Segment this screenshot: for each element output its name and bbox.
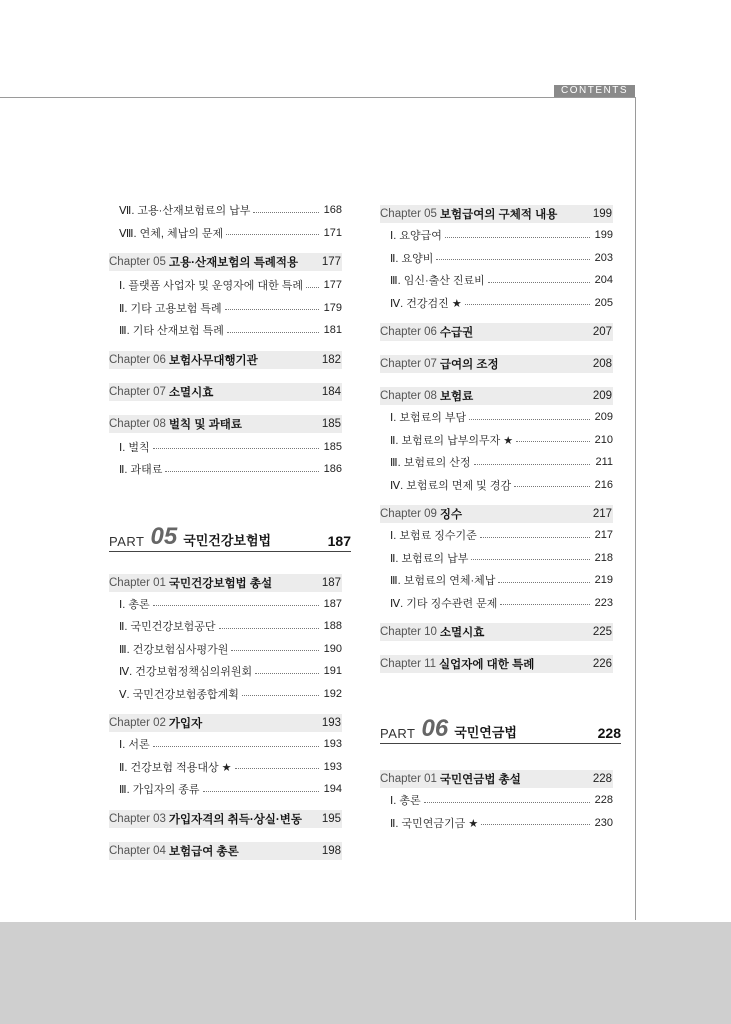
toc-item-label: Ⅱ. 기타 고용보험 특례 <box>119 302 222 315</box>
toc-item-page: 194 <box>323 783 342 796</box>
toc-item-page: 216 <box>594 478 613 491</box>
toc-item-label: Ⅲ. 기타 산재보험 특례 <box>119 325 224 338</box>
toc-item-label: Ⅶ. 고용·산재보험료의 납부 <box>119 205 251 218</box>
toc-item-page: 193 <box>323 738 342 751</box>
toc-item-page: 186 <box>323 463 342 476</box>
chapter-number: Chapter 07 <box>380 358 437 370</box>
toc-item-label: Ⅱ. 국민건강보험공단 <box>119 621 216 634</box>
toc-item-label: Ⅳ. 기타 징수관련 문제 <box>390 597 498 610</box>
chapter-page: 228 <box>592 773 612 785</box>
leader-dots <box>165 471 319 472</box>
chapter-title: 보험급여 총론 <box>168 845 239 858</box>
part-label: PART <box>109 533 145 549</box>
chapter-heading[interactable] <box>380 387 613 405</box>
chapter-heading[interactable] <box>380 770 613 788</box>
chapter-title: 보험사무대행기관 <box>168 354 258 367</box>
chapter-page: 182 <box>321 353 341 366</box>
part-title: 국민연금법 <box>454 725 517 740</box>
toc-item[interactable] <box>109 778 342 801</box>
toc-item[interactable] <box>109 319 342 342</box>
chapter-page: 208 <box>592 358 612 370</box>
chapter-heading[interactable] <box>109 842 342 860</box>
chapter-page: 184 <box>321 385 341 398</box>
chapter-page: 225 <box>592 626 612 638</box>
toc-item-label: Ⅰ. 벌칙 <box>119 441 150 454</box>
toc-item[interactable] <box>109 638 342 661</box>
leader-dots <box>424 802 590 803</box>
chapter-number: Chapter 05 <box>109 256 166 268</box>
leader-dots <box>465 304 590 305</box>
toc-item-page: 204 <box>594 274 613 287</box>
toc-item[interactable] <box>109 733 342 756</box>
chapter-title: 보험급여의 구체적 내용 <box>439 209 558 221</box>
chapter-title: 가입자격의 취득·상실·변동 <box>168 813 302 826</box>
leader-dots <box>445 237 590 238</box>
toc-item[interactable] <box>380 406 613 429</box>
toc-item-page: 179 <box>323 301 342 314</box>
toc-item-label: Ⅱ. 보험료의 납부의무자 ★ <box>390 434 514 447</box>
part-number: 05 <box>150 522 178 550</box>
chapter-number: Chapter 01 <box>109 576 166 589</box>
chapter-title: 수급권 <box>439 327 474 339</box>
toc-item-label: Ⅲ. 건강보험심사평가원 <box>119 643 229 656</box>
toc-item-page: 210 <box>594 433 613 446</box>
chapter-heading[interactable] <box>109 574 342 592</box>
leader-dots <box>488 282 590 283</box>
chapter-number: Chapter 10 <box>380 626 437 638</box>
toc-item-page: 168 <box>323 204 342 217</box>
toc-item-page: 218 <box>594 551 613 564</box>
part-heading[interactable] <box>109 522 351 552</box>
toc-item-page: 192 <box>323 687 342 700</box>
leader-dots <box>227 332 319 333</box>
footer-band <box>0 922 731 1024</box>
chapter-number: Chapter 02 <box>109 717 166 729</box>
toc-item[interactable] <box>109 274 342 297</box>
toc-item-label: Ⅰ. 플랫폼 사업자 및 운영자에 대한 특례 <box>119 280 304 293</box>
toc-item-page: 203 <box>594 251 613 264</box>
chapter-page: 217 <box>592 508 612 520</box>
leader-dots <box>253 212 319 213</box>
toc-item[interactable] <box>380 292 613 315</box>
toc-item-label: Ⅲ. 보험료의 산정 <box>390 457 471 470</box>
toc-item-page: 171 <box>323 226 342 239</box>
leader-dots <box>225 309 319 310</box>
leader-dots <box>153 448 319 449</box>
toc-item-page: 228 <box>594 794 613 807</box>
toc-item[interactable] <box>380 592 613 615</box>
chapter-heading[interactable] <box>109 415 342 433</box>
chapter-title: 가입자 <box>168 718 203 730</box>
toc-item-label: Ⅴ. 국민건강보험종합계획 <box>119 688 239 701</box>
toc-item-label: Ⅰ. 총론 <box>390 795 421 808</box>
chapter-page: 187 <box>321 576 341 589</box>
chapter-heading[interactable] <box>380 355 613 373</box>
leader-dots <box>219 628 319 629</box>
side-rule <box>635 97 636 920</box>
leader-dots <box>471 559 590 560</box>
chapter-number: Chapter 06 <box>109 353 166 366</box>
toc-item[interactable] <box>109 615 342 638</box>
chapter-heading[interactable] <box>380 323 613 341</box>
toc-item-page: 230 <box>594 816 613 829</box>
toc-item[interactable] <box>109 660 342 683</box>
toc-item[interactable] <box>380 524 613 547</box>
toc-item[interactable] <box>380 789 613 812</box>
leader-dots <box>255 673 319 674</box>
toc-item-label: Ⅰ. 요양급여 <box>390 230 442 243</box>
toc-item-page: 205 <box>594 296 613 309</box>
toc-item[interactable] <box>380 474 613 497</box>
chapter-page: 193 <box>321 717 341 729</box>
leader-dots <box>498 582 590 583</box>
toc-item[interactable] <box>109 458 342 481</box>
chapter-title: 소멸시효 <box>168 386 214 399</box>
chapter-title: 국민연금법 총설 <box>439 774 521 786</box>
toc-item-label: Ⅱ. 과태료 <box>119 464 163 477</box>
chapter-page: 199 <box>592 208 612 220</box>
chapter-heading[interactable] <box>380 205 613 223</box>
toc-item-label: Ⅳ. 건강검진 ★ <box>390 297 462 310</box>
chapter-title: 벌칙 및 과태료 <box>168 418 242 431</box>
toc-item-page: 190 <box>323 642 342 655</box>
toc-item-page: 217 <box>594 529 613 542</box>
toc-item-label: Ⅳ. 보험료의 면제 및 경감 <box>390 479 512 492</box>
toc-item-page: 181 <box>323 324 342 337</box>
chapter-number: Chapter 01 <box>380 773 437 785</box>
leader-dots <box>242 695 319 696</box>
chapter-number: Chapter 06 <box>380 326 437 338</box>
toc-item-label: Ⅰ. 보험료의 부담 <box>390 412 467 425</box>
toc-item-label: Ⅰ. 총론 <box>119 598 150 611</box>
toc-item[interactable] <box>109 756 342 779</box>
toc-item[interactable] <box>380 224 613 247</box>
toc-item-label: Ⅱ. 국민연금기금 ★ <box>390 817 479 830</box>
part-title: 국민건강보험법 <box>183 532 272 548</box>
chapter-heading[interactable] <box>109 810 342 828</box>
chapter-title: 국민건강보험법 총설 <box>168 577 273 590</box>
chapter-number: Chapter 08 <box>109 417 166 430</box>
toc-left-column <box>109 199 351 860</box>
chapter-title: 급여의 조정 <box>439 359 499 371</box>
toc-item[interactable] <box>109 222 342 245</box>
toc-item[interactable] <box>109 297 342 320</box>
toc-item-label: Ⅰ. 서론 <box>119 739 150 752</box>
toc-item[interactable] <box>109 593 342 616</box>
leader-dots <box>436 259 590 260</box>
leader-dots <box>153 605 319 606</box>
chapter-heading[interactable] <box>109 714 342 732</box>
toc-item-label: Ⅱ. 요양비 <box>390 252 434 265</box>
chapter-heading[interactable] <box>380 623 613 641</box>
toc-item-page: 191 <box>323 665 342 678</box>
chapter-number: Chapter 07 <box>109 385 166 398</box>
toc-item[interactable] <box>380 247 613 270</box>
toc-item-page: 219 <box>594 574 613 587</box>
toc-item-page: 199 <box>594 229 613 242</box>
chapter-page: 177 <box>321 256 341 268</box>
chapter-number: Chapter 11 <box>380 658 437 670</box>
toc-item[interactable] <box>380 269 613 292</box>
chapter-title: 징수 <box>439 509 463 521</box>
toc-item[interactable] <box>109 436 342 459</box>
toc-item-label: Ⅳ. 건강보험정책심의위원회 <box>119 666 253 679</box>
chapter-heading[interactable] <box>109 253 342 271</box>
toc-item-page: 185 <box>323 440 342 453</box>
toc-right-column <box>380 205 621 834</box>
leader-dots <box>226 234 319 235</box>
contents-header-tag: CONTENTS <box>554 85 635 97</box>
part-page: 187 <box>327 532 351 549</box>
leader-dots <box>481 824 590 825</box>
chapter-page: 209 <box>592 390 612 402</box>
toc-item[interactable] <box>380 451 613 474</box>
toc-item-page: 211 <box>595 456 613 469</box>
chapter-number: Chapter 05 <box>380 208 437 220</box>
chapter-heading[interactable] <box>109 383 342 401</box>
chapter-title: 고용·산재보험의 특례적용 <box>168 257 299 269</box>
leader-dots <box>203 791 319 792</box>
chapter-number: Chapter 08 <box>380 390 437 402</box>
chapter-number: Chapter 04 <box>109 844 166 857</box>
chapter-title: 실업자에 대한 특례 <box>439 659 535 671</box>
toc-item-page: 177 <box>323 279 342 292</box>
leader-dots <box>153 746 319 747</box>
chapter-page: 198 <box>321 844 341 857</box>
leader-dots <box>469 419 590 420</box>
toc-item-label: Ⅰ. 보험료 징수기준 <box>390 530 477 543</box>
toc-item-label: Ⅱ. 보험료의 납부 <box>390 552 469 565</box>
part-page: 228 <box>597 725 621 741</box>
toc-item[interactable] <box>380 569 613 592</box>
toc-item-page: 209 <box>594 411 613 424</box>
toc-item-page: 193 <box>323 760 342 773</box>
chapter-number: Chapter 09 <box>380 508 437 520</box>
chapter-page: 207 <box>592 326 612 338</box>
toc-item-page: 223 <box>594 596 613 609</box>
leader-dots <box>306 287 319 288</box>
toc-item[interactable] <box>380 429 613 452</box>
chapter-heading[interactable] <box>380 655 613 673</box>
toc-item-label: Ⅱ. 건강보험 적용대상 ★ <box>119 761 232 774</box>
chapter-number: Chapter 03 <box>109 812 166 825</box>
toc-item-label: Ⅲ. 임신·출산 진료비 <box>390 275 485 288</box>
leader-dots <box>500 604 590 605</box>
toc-item-page: 188 <box>323 620 342 633</box>
chapter-heading[interactable] <box>109 351 342 369</box>
toc-item[interactable] <box>109 199 342 222</box>
leader-dots <box>235 768 319 769</box>
leader-dots <box>514 486 590 487</box>
chapter-page: 185 <box>321 417 341 430</box>
part-label: PART <box>380 726 416 741</box>
chapter-page: 226 <box>592 658 612 670</box>
leader-dots <box>231 650 319 651</box>
toc-item[interactable] <box>380 812 613 835</box>
leader-dots <box>474 464 590 465</box>
leader-dots <box>480 537 590 538</box>
toc-item[interactable] <box>109 683 342 706</box>
part-heading[interactable] <box>380 717 621 744</box>
chapter-page: 195 <box>321 812 341 825</box>
toc-item-label: Ⅲ. 보험료의 연체·체납 <box>390 575 496 588</box>
chapter-title: 소멸시효 <box>439 627 485 639</box>
toc-item-label: Ⅲ. 가입자의 종류 <box>119 784 200 797</box>
chapter-heading[interactable] <box>380 505 613 523</box>
part-number: 06 <box>421 715 449 742</box>
header-rule <box>0 97 636 98</box>
toc-item-page: 187 <box>323 597 342 610</box>
toc-item-label: Ⅷ. 연체, 체납의 문제 <box>119 227 224 240</box>
toc-item[interactable] <box>380 547 613 570</box>
chapter-title: 보험료 <box>439 391 474 403</box>
leader-dots <box>516 441 590 442</box>
